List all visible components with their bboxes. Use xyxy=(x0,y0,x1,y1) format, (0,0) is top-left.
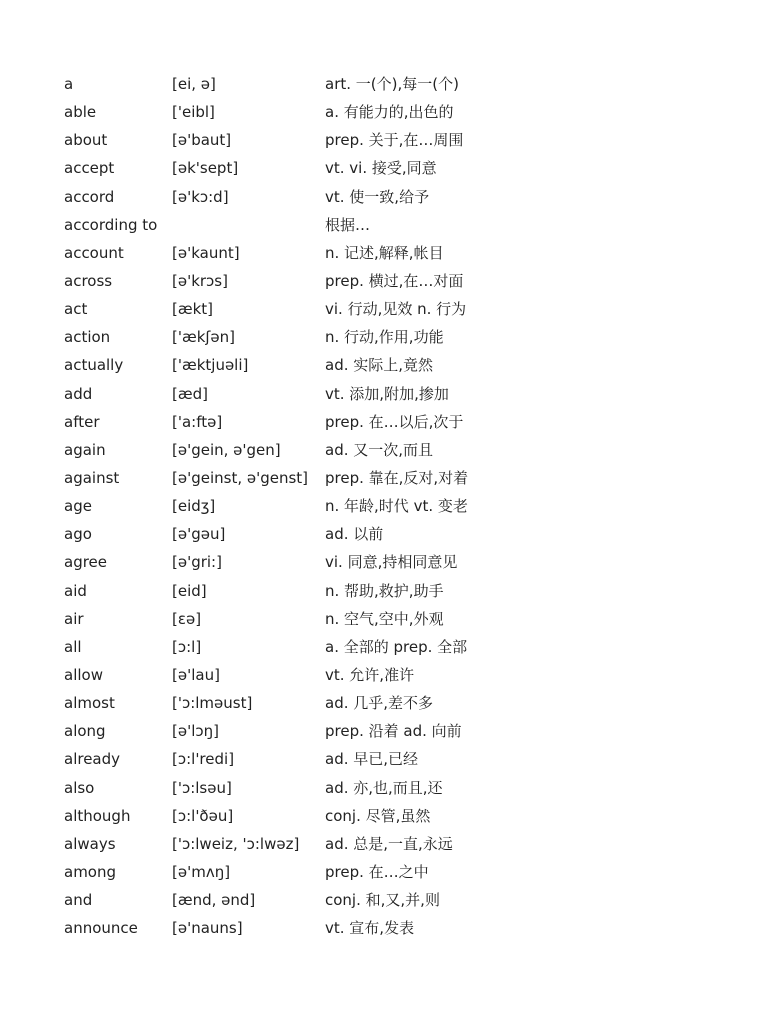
vocab-entry xyxy=(64,579,744,607)
entry-word: after xyxy=(64,412,100,431)
vocab-entry xyxy=(64,156,744,184)
entry-word: along xyxy=(64,722,106,741)
vocab-entry xyxy=(64,860,744,888)
vocab-entry xyxy=(64,916,744,944)
vocab-entry xyxy=(64,466,744,494)
vocab-entry xyxy=(64,747,744,775)
entry-word: action xyxy=(64,328,111,347)
entry-phonetic: [ækt] xyxy=(172,300,214,319)
entry-word: already xyxy=(64,750,121,769)
entry-definition: ad. 又一次,而且 xyxy=(325,440,434,459)
vocab-entry xyxy=(64,719,744,747)
entry-definition: prep. 横过,在…对面 xyxy=(325,271,464,290)
entry-word: although xyxy=(64,806,131,825)
entry-word: according to xyxy=(64,215,158,234)
entry-definition: ad. 早已,已经 xyxy=(325,750,419,769)
entry-phonetic: ['ɔ:lsəu] xyxy=(172,778,232,797)
entry-definition: conj. 和,又,并,则 xyxy=(325,891,440,910)
entry-definition: n. 记述,解释,帐目 xyxy=(325,243,444,262)
entry-phonetic: [ə'kaunt] xyxy=(172,243,240,262)
entry-phonetic: [ə'gəu] xyxy=(172,525,226,544)
entry-word: add xyxy=(64,384,93,403)
entry-definition: a. 有能力的,出色的 xyxy=(325,103,454,122)
vocab-entry xyxy=(64,776,744,804)
entry-definition: prep. 在…以后,次于 xyxy=(325,412,464,431)
entry-phonetic: [æd] xyxy=(172,384,208,403)
entry-definition: vt. vi. 接受,同意 xyxy=(325,159,437,178)
entry-phonetic: [ə'lau] xyxy=(172,665,220,684)
entry-word: able xyxy=(64,103,97,122)
entry-phonetic: [ək'sept] xyxy=(172,159,239,178)
vocab-entry xyxy=(64,691,744,719)
entry-phonetic: [ɔ:l'redi] xyxy=(172,750,235,769)
vocab-entry xyxy=(64,72,744,100)
entry-phonetic: [ə'gri:] xyxy=(172,553,222,572)
entry-definition: vi. 行动,见效 n. 行为 xyxy=(325,300,467,319)
entry-definition: n. 年龄,时代 vt. 变老 xyxy=(325,497,468,516)
entry-definition: ad. 实际上,竟然 xyxy=(325,356,434,375)
entry-definition: ad. 亦,也,而且,还 xyxy=(325,778,443,797)
entry-phonetic: ['a:ftə] xyxy=(172,412,223,431)
entry-word: across xyxy=(64,271,113,290)
entry-phonetic: [ɔ:l'ðəu] xyxy=(172,806,234,825)
entry-phonetic: [eidʒ] xyxy=(172,497,216,516)
entry-phonetic: ['ɔ:lweiz, 'ɔ:lwəz] xyxy=(172,834,300,853)
entry-word: against xyxy=(64,468,120,487)
entry-phonetic: [ə'mʌŋ] xyxy=(172,862,231,881)
entry-definition: a. 全部的 prep. 全部 xyxy=(325,637,468,656)
entry-phonetic: ['ækʃən] xyxy=(172,328,236,347)
entry-word: age xyxy=(64,497,92,516)
entry-word: accord xyxy=(64,187,115,206)
vocabulary-list xyxy=(64,72,744,944)
entry-definition: prep. 在…之中 xyxy=(325,862,429,881)
entry-word: act xyxy=(64,300,88,319)
entry-phonetic: ['ɔ:lməust] xyxy=(172,694,253,713)
vocab-entry xyxy=(64,663,744,691)
entry-word: air xyxy=(64,609,84,628)
entry-definition: n. 帮助,救护,助手 xyxy=(325,581,444,600)
entry-word: accept xyxy=(64,159,115,178)
entry-definition: vt. 添加,附加,掺加 xyxy=(325,384,449,403)
entry-word: a xyxy=(64,75,74,93)
entry-word: always xyxy=(64,834,116,853)
vocab-entry xyxy=(64,888,744,916)
vocab-entry xyxy=(64,382,744,410)
entry-phonetic: [ə'nauns] xyxy=(172,919,243,938)
entry-phonetic: [ə'geinst, ə'genst] xyxy=(172,468,309,487)
entry-word: and xyxy=(64,891,93,910)
vocab-entry xyxy=(64,269,744,297)
vocab-entry xyxy=(64,550,744,578)
vocab-entry xyxy=(64,325,744,353)
entry-word: announce xyxy=(64,919,138,938)
vocab-entry xyxy=(64,297,744,325)
entry-word: also xyxy=(64,778,95,797)
entry-definition: vt. 允许,准许 xyxy=(325,665,415,684)
entry-word: agree xyxy=(64,553,108,572)
vocab-entry xyxy=(64,438,744,466)
entry-definition: n. 行动,作用,功能 xyxy=(325,328,444,347)
entry-phonetic: [ə'baut] xyxy=(172,131,232,150)
entry-word: aid xyxy=(64,581,87,600)
vocab-entry xyxy=(64,804,744,832)
entry-definition: ad. 总是,一直,永远 xyxy=(325,834,453,853)
entry-definition: ad. 以前 xyxy=(325,525,384,544)
entry-phonetic: [ei, ə] xyxy=(172,75,216,93)
entry-definition: conj. 尽管,虽然 xyxy=(325,806,431,825)
entry-definition: prep. 沿着 ad. 向前 xyxy=(325,722,462,741)
entry-word: again xyxy=(64,440,106,459)
entry-word: ago xyxy=(64,525,92,544)
entry-phonetic: [ə'kɔ:d] xyxy=(172,187,229,206)
entry-definition: n. 空气,空中,外观 xyxy=(325,609,444,628)
entry-word: almost xyxy=(64,694,115,713)
entry-phonetic: [ə'krɔs] xyxy=(172,271,228,290)
entry-definition: ad. 几乎,差不多 xyxy=(325,694,434,713)
entry-phonetic: [ə'lɔŋ] xyxy=(172,722,219,741)
entry-phonetic: [ɛə] xyxy=(172,609,202,628)
entry-phonetic: [ɔ:l] xyxy=(172,637,202,656)
entry-word: among xyxy=(64,862,117,881)
entry-definition: vt. 使一致,给予 xyxy=(325,187,430,206)
entry-definition: 根据… xyxy=(325,215,371,234)
vocab-entry xyxy=(64,100,744,128)
vocab-entry xyxy=(64,353,744,381)
entry-phonetic: ['æktjuəli] xyxy=(172,356,249,375)
vocab-entry xyxy=(64,410,744,438)
entry-definition: vt. 宣布,发表 xyxy=(325,919,415,938)
entry-word: actually xyxy=(64,356,124,375)
entry-phonetic: [eid] xyxy=(172,581,207,600)
entry-word: about xyxy=(64,131,108,150)
vocab-entry xyxy=(64,522,744,550)
entry-phonetic: ['eibl] xyxy=(172,103,215,122)
entry-definition: vi. 同意,持相同意见 xyxy=(325,553,458,572)
vocab-entry xyxy=(64,128,744,156)
vocab-entry xyxy=(64,494,744,522)
entry-word: account xyxy=(64,243,124,262)
entry-word: allow xyxy=(64,665,103,684)
entry-phonetic: [ə'gein, ə'gen] xyxy=(172,440,281,459)
entry-phonetic: [ænd, ənd] xyxy=(172,891,256,910)
vocab-entry xyxy=(64,185,744,213)
vocab-entry xyxy=(64,635,744,663)
entry-word: all xyxy=(64,637,82,656)
entry-definition: art. 一(个),每一(个) xyxy=(325,75,459,93)
vocab-entry xyxy=(64,832,744,860)
vocab-entry xyxy=(64,607,744,635)
entry-definition: prep. 关于,在…周围 xyxy=(325,131,464,150)
vocab-entry xyxy=(64,241,744,269)
entry-definition: prep. 靠在,反对,对着 xyxy=(325,468,469,487)
vocab-entry xyxy=(64,213,744,241)
